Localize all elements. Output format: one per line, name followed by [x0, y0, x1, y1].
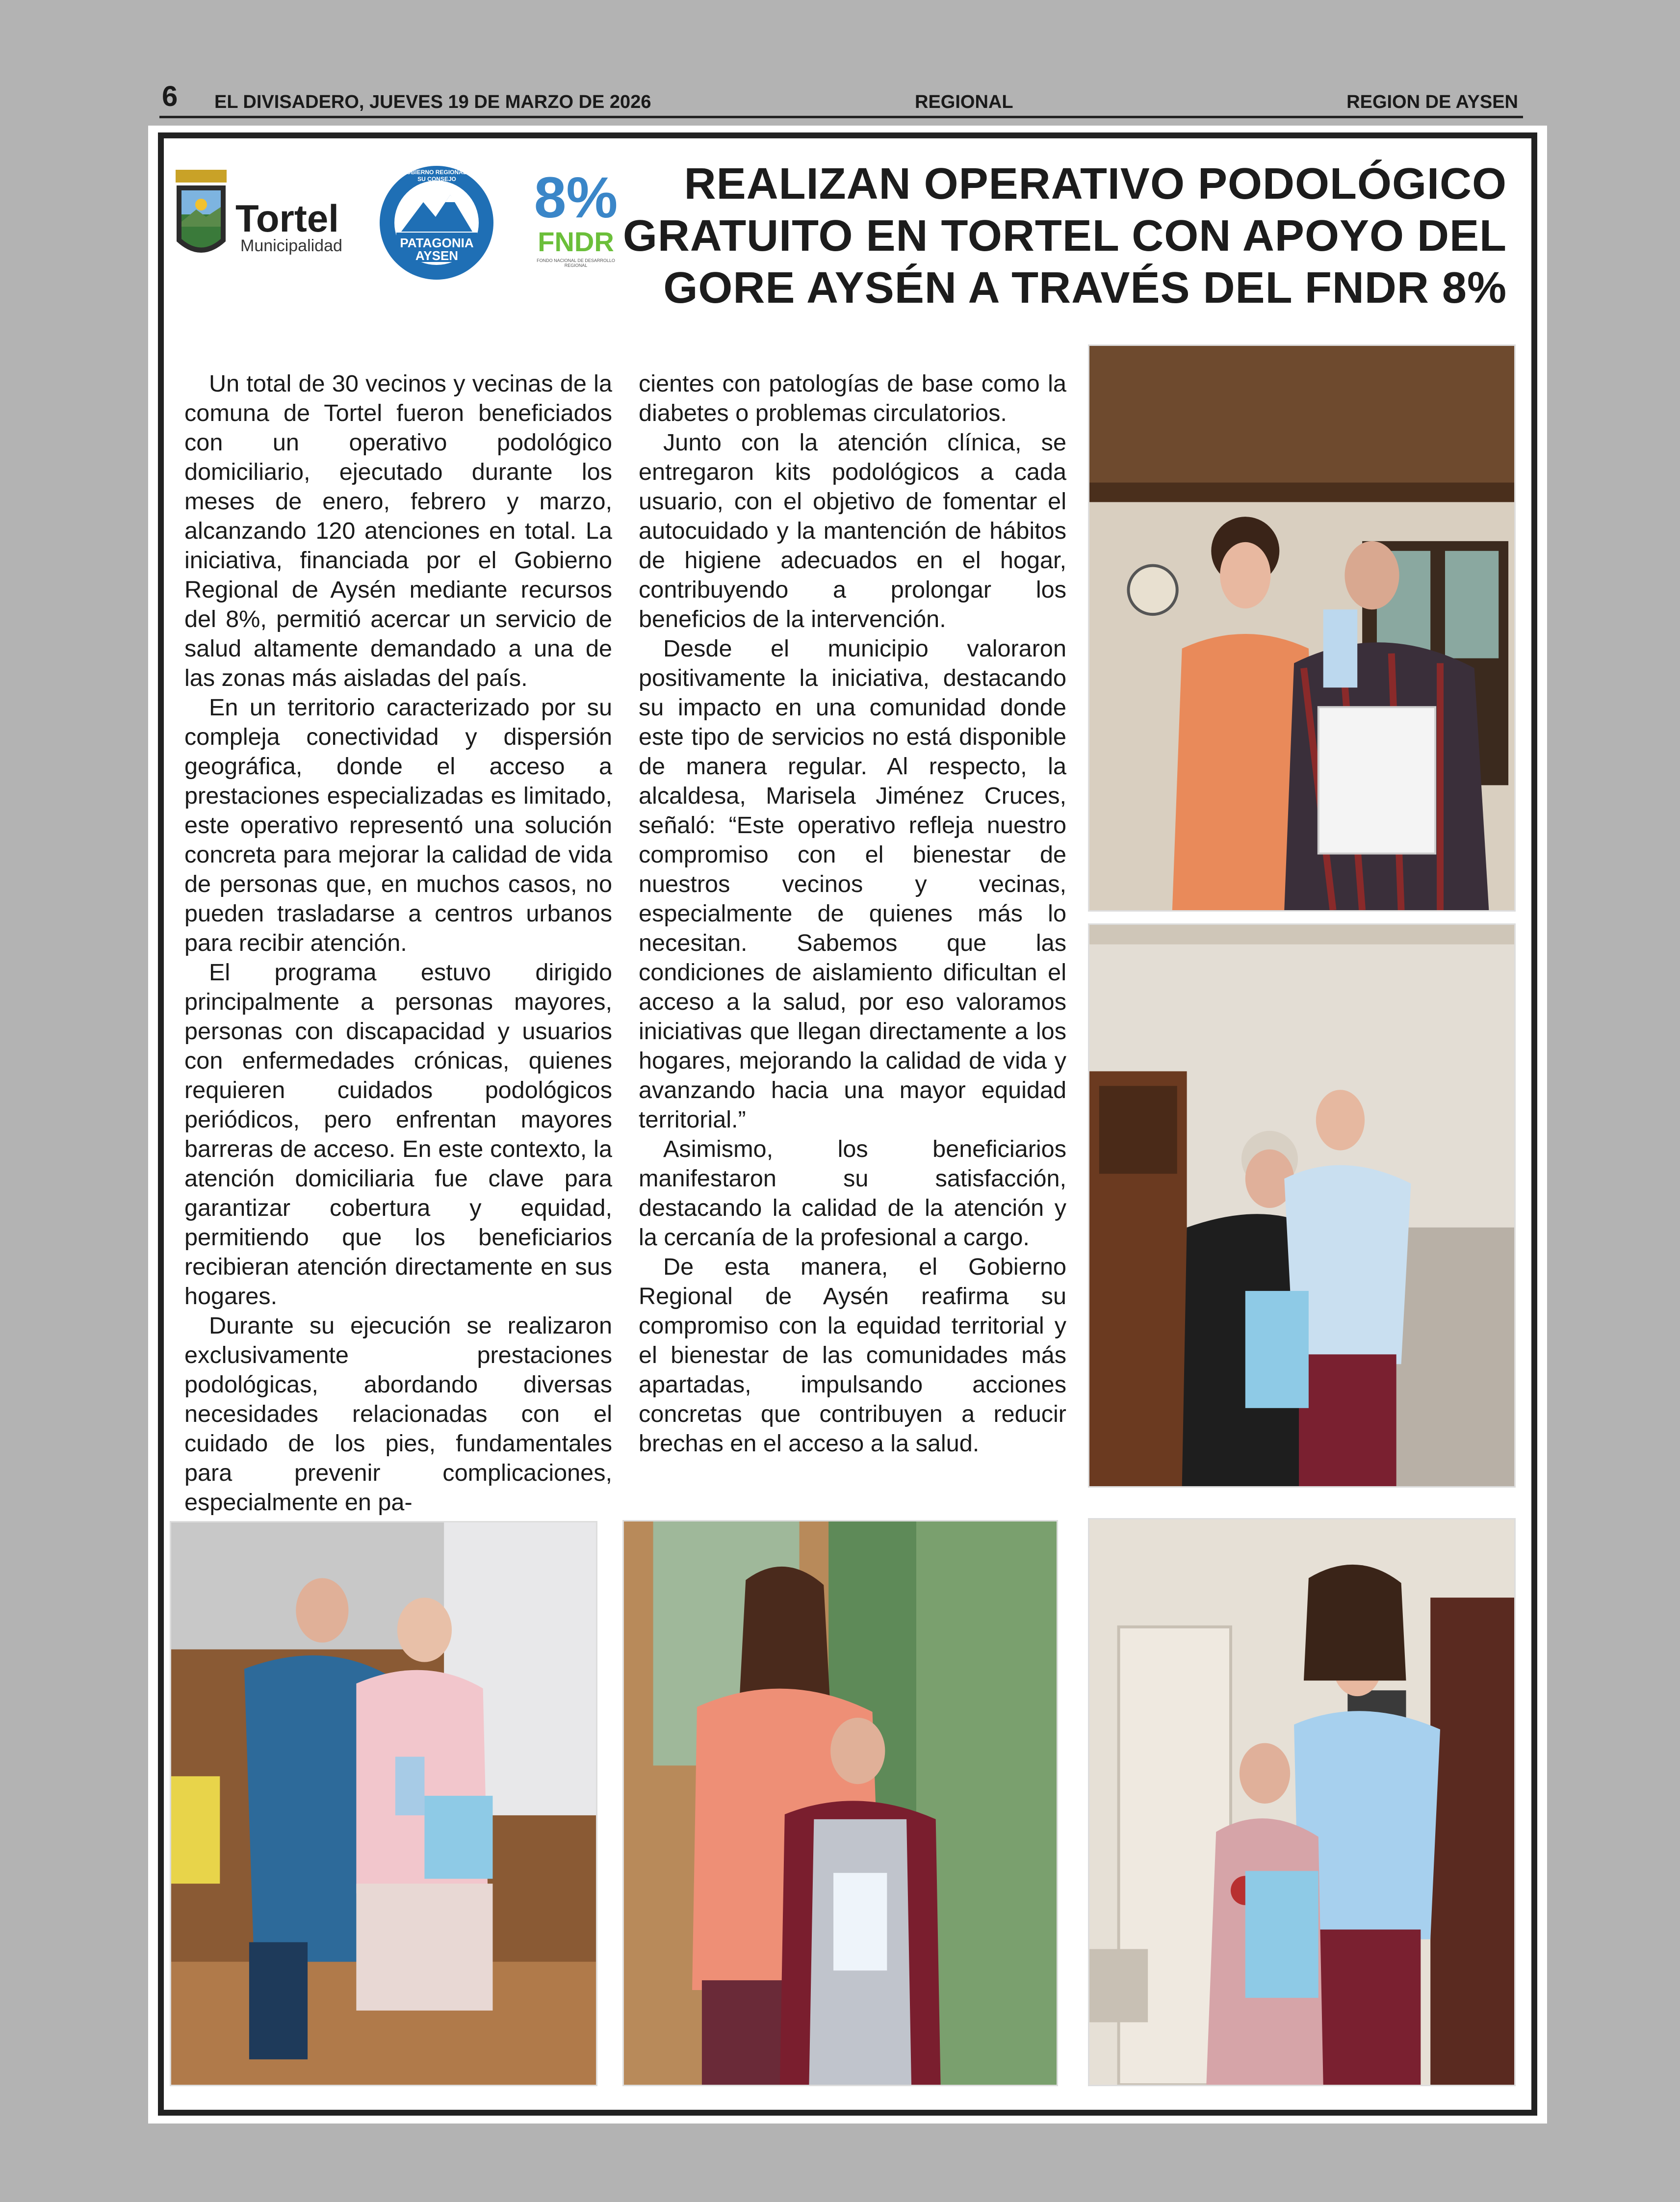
tortel-name: Tortel — [235, 197, 339, 240]
photo-podologist-with-woman-in-black — [1088, 923, 1516, 1488]
paragraph: De esta manera, el Gobierno Regional de Aysén reafirma su compromiso con la equidad territorial y el bienestar de las comunidades más apartadas, impulsando acciones concretas que contribuyen a reducir brechas en el acceso a la salud. — [639, 1254, 1066, 1457]
fndr-percent: 8% — [534, 165, 618, 230]
aysen-label: AYSEN — [415, 248, 459, 263]
section-label: REGIONAL — [915, 92, 1013, 112]
title-line-3: GORE AYSÉN A TRAVÉS DEL FNDR 8% — [663, 263, 1507, 313]
publication-dateline: EL DIVISADERO, JUEVES 19 DE MARZO DE 2026 — [214, 92, 651, 112]
fndr-name: FNDR — [538, 226, 614, 257]
title-line-1: REALIZAN OPERATIVO PODOLÓGICO — [684, 159, 1507, 209]
tortel-subtitle: Municipalidad — [240, 236, 342, 255]
article-column-1 — [184, 369, 612, 1517]
photo-podologist-with-woman-floral — [1088, 1518, 1516, 2086]
paragraph: Desde el municipio valoraron positivamente la iniciativa, destacando su impacto en una comunidad donde este tipo de servicios no está disponible de manera regular. Al respecto, la alcaldesa, Marisela Jiménez Cruces, señaló: “Este operativo refleja nuestro compromiso con el bienestar de nuestros vecinos y vecinas, especialmente de quienes más lo necesitan. Sabemos que las condiciones de aislamiento dificultan el acceso a la salud, por eso valoramos iniciativas que llegan directamente a los hogares, mejorando la calidad de vida y avanzando hacia una mayor equidad territorial.” — [639, 635, 1066, 1133]
paragraph: cientes con patologías de base como la diabetes o problemas circulatorios. — [639, 370, 1066, 426]
photo-podologist-with-elderly-woman — [170, 1521, 597, 2086]
tortel-shield-icon — [172, 168, 231, 266]
patagonia-ring-text: GOBIERNO REGIONAL Y SU CONSEJO — [402, 169, 472, 183]
paragraph: Un total de 30 vecinos y vecinas de la comuna de Tortel fueron beneficiados con un operativo podológico domiciliario, ejecutado durante los meses de enero, febrero y marzo, alcanzando 120 atenciones en total. La iniciativa, financiada por el Gobierno Regional de Aysén mediante recursos del 8%, permitió acercar un servicio de salud altamente demandado a una de las zonas más aisladas del país. — [184, 370, 612, 691]
page-header — [159, 81, 1523, 118]
page-number: 6 — [162, 80, 178, 112]
title-line-2: GRATUITO EN TORTEL CON APOYO DEL — [622, 211, 1507, 261]
region-label: REGION DE AYSEN — [1346, 92, 1518, 112]
paragraph: El programa estuvo dirigido principalmente a personas mayores, personas con discapacidad y usuarios con enfermedades crónicas, quienes requieren cuidados podológicos periódicos, pero enfrentan mayores barreras de acceso. En este contexto, la atención domiciliaria fue clave para garantizar cobertura y equidad, permitiendo que los beneficiarios recibieran atención directamente en sus hogares. — [184, 959, 612, 1310]
article-title — [599, 158, 1507, 314]
paragraph: Durante su ejecución se realizaron exclusivamente prestaciones podológicas, abordando diversas necesidades relacionadas con el cuidado de los pies, fundamentales para prevenir complicaciones, especialmente en pa- — [184, 1312, 612, 1516]
photo-podologist-with-man — [1088, 344, 1516, 912]
paragraph: Asimismo, los beneficiarios manifestaron su satisfacción, destacando la calidad de la atención y la cercanía de la profesional a cargo. — [639, 1136, 1066, 1251]
tortel-municipal-logo — [172, 168, 358, 266]
photo-podologist-with-young-woman — [622, 1520, 1058, 2086]
article-frame — [158, 132, 1537, 2116]
paragraph: En un territorio caracterizado por su compleja conectividad y dispersión geográfica, donde el acceso a prestaciones especializadas es limitado, este operativo representó una solución concreta para mejorar la calidad de vida de personas que, en muchos casos, no pueden trasladarse a centros urbanos para recibir atención. — [184, 694, 612, 956]
newspaper-page — [148, 126, 1547, 2123]
paragraph: Junto con la atención clínica, se entregaron kits podológicos a cada usuario, con el objetivo de fomentar el autocuidado y la mantención de hábitos de higiene adecuados en el hogar, contribuyendo a prolongar los beneficios de la intervención. — [639, 429, 1066, 632]
article-column-2 — [639, 369, 1066, 1458]
patagonia-label: PATAGONIA — [400, 236, 474, 250]
patagonia-aysen-logo — [377, 163, 497, 283]
fndr-subtitle: FONDO NACIONAL DE DESARROLLO REGIONAL — [537, 258, 615, 268]
